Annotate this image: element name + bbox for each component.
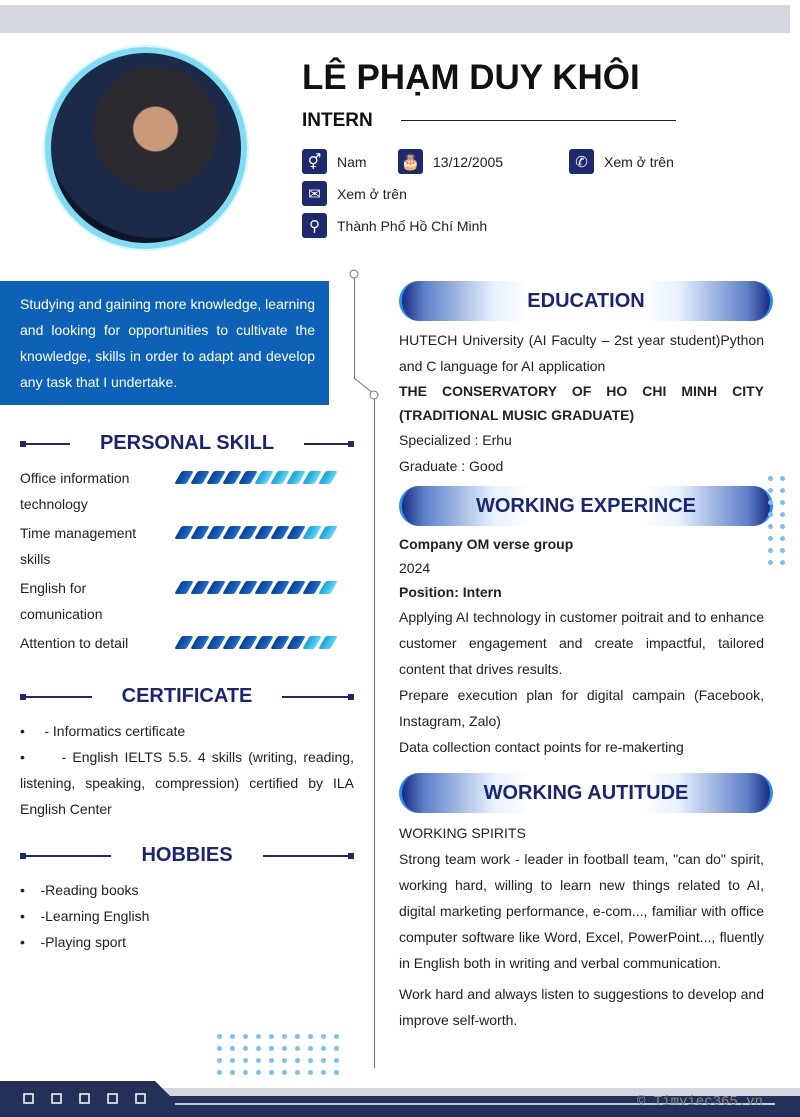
- experience-heading: WORKING EXPERINCE: [399, 486, 773, 526]
- dot: [768, 548, 773, 553]
- certificate-list: [20, 718, 354, 822]
- dot: [217, 1058, 222, 1063]
- phone-icon: ✆: [569, 149, 594, 174]
- dot: [295, 1058, 300, 1063]
- top-bar: [0, 5, 790, 33]
- dot: [282, 1070, 287, 1075]
- skill-level-segment: [318, 471, 338, 484]
- skill-level-segment: [318, 526, 338, 539]
- dot: [269, 1058, 274, 1063]
- dot: [282, 1034, 287, 1039]
- candidate-name: LÊ PHẠM DUY KHÔI: [302, 58, 640, 97]
- dot: [295, 1070, 300, 1075]
- watermark: © Timviec365.vn: [637, 1094, 764, 1110]
- dot: [780, 524, 785, 529]
- dot: [230, 1070, 235, 1075]
- dot: [295, 1034, 300, 1039]
- dot: [256, 1058, 261, 1063]
- skill-level-bar: [178, 581, 334, 594]
- dot: [308, 1046, 313, 1051]
- candidate-role: INTERN: [302, 110, 373, 131]
- gender-info: [302, 149, 367, 174]
- dot: [780, 476, 785, 481]
- dot: [243, 1046, 248, 1051]
- company: Company OM verse group: [399, 536, 574, 552]
- dot: [282, 1046, 287, 1051]
- skill-item: [20, 465, 350, 517]
- address-info: [302, 213, 487, 238]
- dot: [217, 1034, 222, 1039]
- education-line: Graduate : Good: [399, 458, 504, 474]
- skill-label: Time management skills: [20, 525, 137, 567]
- email-info: [302, 181, 407, 206]
- dot: [256, 1070, 261, 1075]
- phone-value: Xem ở trên: [604, 153, 674, 170]
- certificate-heading: CERTIFICATE: [20, 685, 354, 708]
- dot: [780, 560, 785, 565]
- dot: [243, 1034, 248, 1039]
- dot: [768, 476, 773, 481]
- location-pin-icon: ⚲: [302, 213, 327, 238]
- dot: [308, 1058, 313, 1063]
- year: 2024: [399, 560, 431, 576]
- dot: [243, 1070, 248, 1075]
- dot: [780, 488, 785, 493]
- dot: [780, 500, 785, 505]
- gender-icon: ⚥: [302, 149, 327, 174]
- hobby-item: • -Learning English: [20, 908, 150, 924]
- attitude-subtitle: WORKING SPIRITS: [399, 825, 526, 841]
- dot: [768, 500, 773, 505]
- dot: [269, 1046, 274, 1051]
- skill-label: Office information technology: [20, 470, 130, 512]
- dot: [780, 512, 785, 517]
- dot: [780, 548, 785, 553]
- phone-info: [569, 149, 674, 174]
- dot: [256, 1034, 261, 1039]
- dot: [768, 560, 773, 565]
- skill-label: English for comunication: [20, 580, 103, 622]
- skill-label: Attention to detail: [20, 635, 129, 651]
- skill-item: [20, 630, 350, 656]
- dot: [334, 1034, 339, 1039]
- dot: [321, 1046, 326, 1051]
- hobby-item: • -Playing sport: [20, 934, 127, 950]
- skill-item: [20, 575, 350, 627]
- attitude-content: [399, 820, 764, 1033]
- dot: [768, 536, 773, 541]
- skills-heading: PERSONAL SKILL: [20, 432, 354, 455]
- email-value: Xem ở trên: [337, 185, 407, 202]
- skill-level-bar: [178, 471, 334, 484]
- description: Data collection contact points for re-makerting: [399, 739, 684, 755]
- dot: [334, 1070, 339, 1075]
- dot: [269, 1034, 274, 1039]
- hobbies-list: [20, 877, 149, 955]
- cake-icon: 🎂: [398, 149, 423, 174]
- dot: [768, 524, 773, 529]
- education-heading: EDUCATION: [399, 281, 773, 321]
- address-value: Thành Phố Hồ Chí Minh: [337, 217, 488, 234]
- dot: [308, 1070, 313, 1075]
- certificate-item: • - Informatics certificate: [20, 723, 186, 739]
- dot: [217, 1070, 222, 1075]
- birthday-value: 13/12/2005: [433, 153, 504, 170]
- dot: [308, 1034, 313, 1039]
- dot: [334, 1046, 339, 1051]
- gender-value: Nam: [337, 153, 367, 170]
- dot-pattern: [217, 1034, 339, 1075]
- dot: [334, 1058, 339, 1063]
- birthday-info: [398, 149, 503, 174]
- dot: [295, 1046, 300, 1051]
- dot: [321, 1034, 326, 1039]
- dot: [780, 536, 785, 541]
- dot: [768, 488, 773, 493]
- dot: [768, 512, 773, 517]
- certificate-item: • - English IELTS 5.5. 4 skills (writing, reading, listening, speaking, compression) certified by ILA English Center: [20, 749, 354, 817]
- dot: [256, 1046, 261, 1051]
- dot: [321, 1070, 326, 1075]
- dot: [230, 1058, 235, 1063]
- education-line: HUTECH University (AI Faculty – 2st year student)Python and C language for AI application: [399, 332, 764, 374]
- divider: [401, 120, 676, 121]
- attitude-paragraph: Work hard and always listen to suggestions to develop and improve self-worth.: [399, 986, 764, 1028]
- skill-level-segment: [318, 636, 338, 649]
- position: Position: Intern: [399, 584, 502, 600]
- education-line: Specialized : Erhu: [399, 432, 512, 448]
- profile-photo: [45, 47, 247, 249]
- dot: [282, 1058, 287, 1063]
- dot-pattern: [768, 476, 785, 565]
- hobby-item: • -Reading books: [20, 882, 139, 898]
- education-line: THE CONSERVATORY OF HO CHI MINH CITY (TRADITIONAL MUSIC GRADUATE): [399, 383, 764, 423]
- description: Prepare execution plan for digital campain (Facebook, Instagram, Zalo): [399, 687, 764, 729]
- dot: [269, 1070, 274, 1075]
- hobbies-heading: HOBBIES: [20, 844, 354, 867]
- skill-level-segment: [318, 581, 338, 594]
- education-content: [399, 327, 764, 479]
- dot: [243, 1058, 248, 1063]
- dot: [321, 1058, 326, 1063]
- skill-item: [20, 520, 350, 572]
- description: Applying AI technology in customer poitrait and to enhance customer engagement and create impactful, tailored content that drives results.: [399, 609, 764, 677]
- dot: [217, 1046, 222, 1051]
- mail-icon: ✉: [302, 181, 327, 206]
- timeline-connector: [348, 268, 382, 402]
- dot: [230, 1046, 235, 1051]
- experience-content: [399, 532, 764, 760]
- timeline-line: [374, 396, 375, 1068]
- skill-level-bar: [178, 526, 334, 539]
- dot: [230, 1034, 235, 1039]
- skill-level-bar: [178, 636, 334, 649]
- attitude-heading: WORKING AUTITUDE: [399, 773, 773, 813]
- summary: Studying and gaining more knowledge, learning and looking for opportunities to cultivate the knowledge, skills in order to adapt and develop any task that I undertake.: [0, 281, 329, 405]
- attitude-paragraph: Strong team work - leader in football team, "can do" spirit, working hard, willing to learn new things related to AI, digital marketing performance, e-com..., familiar with office computer software like Word, Excel, PowerPoint..., fluently in English both in writing and verbal communication.: [399, 851, 764, 971]
